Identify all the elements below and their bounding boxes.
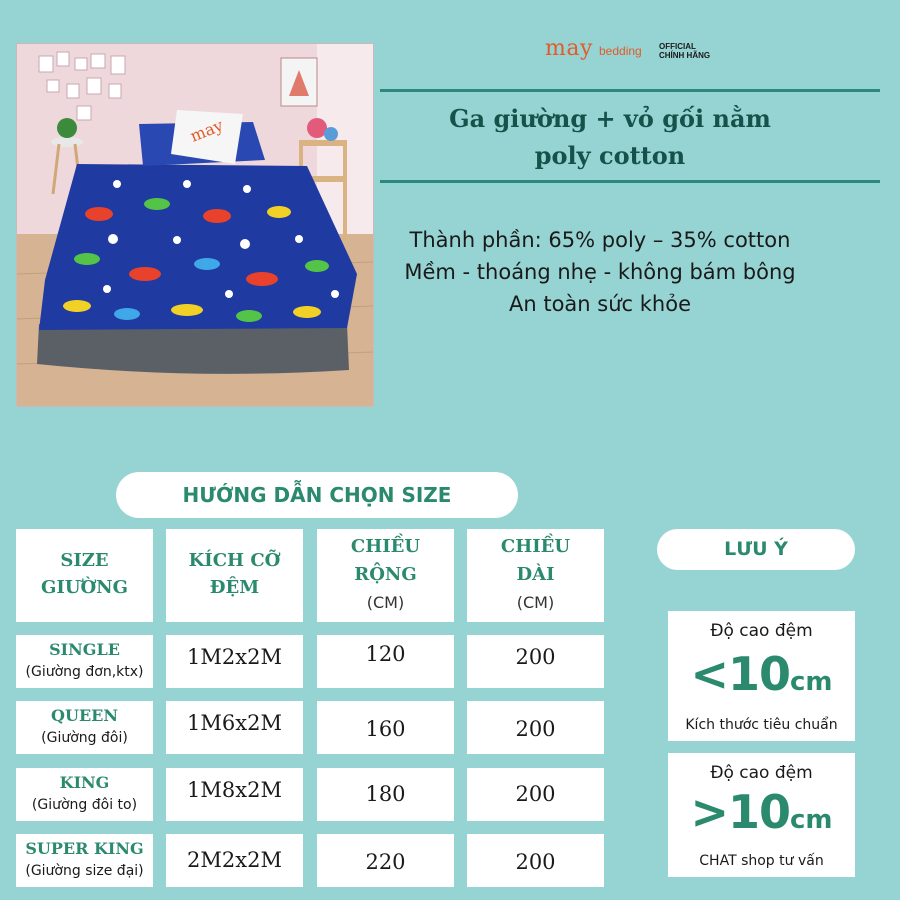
row-size-name: KING	[59, 773, 110, 792]
brand-logo	[545, 36, 745, 66]
note-card-custom	[668, 753, 855, 877]
product-photo	[16, 43, 374, 407]
note-card-label: Độ cao đệm	[710, 621, 813, 641]
header-mattress	[166, 529, 303, 622]
header-mattress-line1: KÍCH CỠ	[188, 550, 281, 571]
header-width-line2: RỘNG	[354, 564, 417, 585]
feature-line: An toàn sức khỏe	[509, 292, 691, 316]
pillow-logo: may	[187, 115, 226, 146]
row-size-name: QUEEN	[51, 706, 118, 725]
row-width-cell: 160	[317, 701, 454, 754]
note-card-caption: CHAT shop tư vấn	[699, 853, 824, 869]
row-length-cell: 200	[467, 834, 604, 887]
row-length-cell: 200	[467, 635, 604, 688]
note-card-standard	[668, 611, 855, 741]
row-size-cell	[16, 834, 153, 887]
row-mattress-cell: 1M2x2M	[166, 635, 303, 688]
product-features	[380, 224, 820, 320]
row-mattress-cell: 1M6x2M	[166, 701, 303, 754]
header-size	[16, 529, 153, 622]
brand-tag-line2: CHÍNH HÃNG	[659, 51, 711, 60]
row-size-name: SUPER KING	[25, 839, 144, 858]
note-card-label: Độ cao đệm	[710, 763, 813, 783]
size-guide-title: HƯỚNG DẪN CHỌN SIZE	[116, 472, 518, 518]
note-card-value	[668, 647, 855, 701]
brand-tag-line1: OFFICIAL	[659, 42, 696, 51]
title-rule-top	[380, 89, 880, 92]
brand-name: may	[545, 36, 593, 61]
header-length-line1: CHIỀU	[500, 536, 571, 557]
product-title-line2: poly cotton	[534, 141, 686, 170]
row-length-cell: 200	[467, 768, 604, 821]
row-mattress-cell: 1M8x2M	[166, 768, 303, 821]
row-size-name: SINGLE	[49, 640, 120, 659]
header-mattress-line2: ĐỆM	[209, 577, 260, 598]
brand-tag	[659, 42, 710, 60]
bed-illustration	[17, 44, 373, 406]
note-card-number: <10	[690, 647, 791, 701]
header-width-line1: CHIỀU	[350, 536, 421, 557]
note-card-unit: cm	[790, 805, 833, 835]
brand-sub: bedding	[599, 44, 642, 58]
title-rule-bottom	[380, 180, 880, 183]
header-width	[317, 529, 454, 622]
row-size-sub: (Giường đôi to)	[31, 797, 138, 813]
note-title: LƯU Ý	[657, 529, 855, 570]
row-size-sub: (Giường size đại)	[25, 863, 144, 879]
row-width-cell: 180	[317, 768, 454, 821]
row-size-sub: (Giường đơn,ktx)	[25, 664, 144, 680]
header-width-unit: (CM)	[366, 593, 405, 612]
header-length	[467, 529, 604, 622]
row-size-cell	[16, 635, 153, 688]
note-card-unit: cm	[790, 667, 833, 697]
row-size-cell	[16, 701, 153, 754]
row-size-cell	[16, 768, 153, 821]
feature-line: Thành phần: 65% poly – 35% cotton	[409, 228, 791, 252]
header-length-unit: (CM)	[516, 593, 555, 612]
note-card-number: >10	[690, 785, 791, 839]
header-length-line2: DÀI	[516, 564, 555, 585]
row-mattress-cell: 2M2x2M	[166, 834, 303, 887]
row-width-cell: 220	[317, 834, 454, 887]
note-card-caption: Kích thước tiêu chuẩn	[685, 717, 838, 733]
header-size-line1: SIZE	[60, 550, 109, 571]
row-width-cell: 120	[317, 635, 454, 688]
header-size-line2: GIƯỜNG	[41, 577, 128, 598]
feature-line: Mềm - thoáng nhẹ - không bám bông	[404, 260, 796, 284]
row-size-sub: (Giường đôi)	[41, 730, 128, 746]
note-card-value	[668, 785, 855, 839]
product-title-line1: Ga giường + vỏ gối nằm	[449, 104, 771, 133]
row-length-cell: 200	[467, 701, 604, 754]
product-title	[380, 100, 840, 174]
